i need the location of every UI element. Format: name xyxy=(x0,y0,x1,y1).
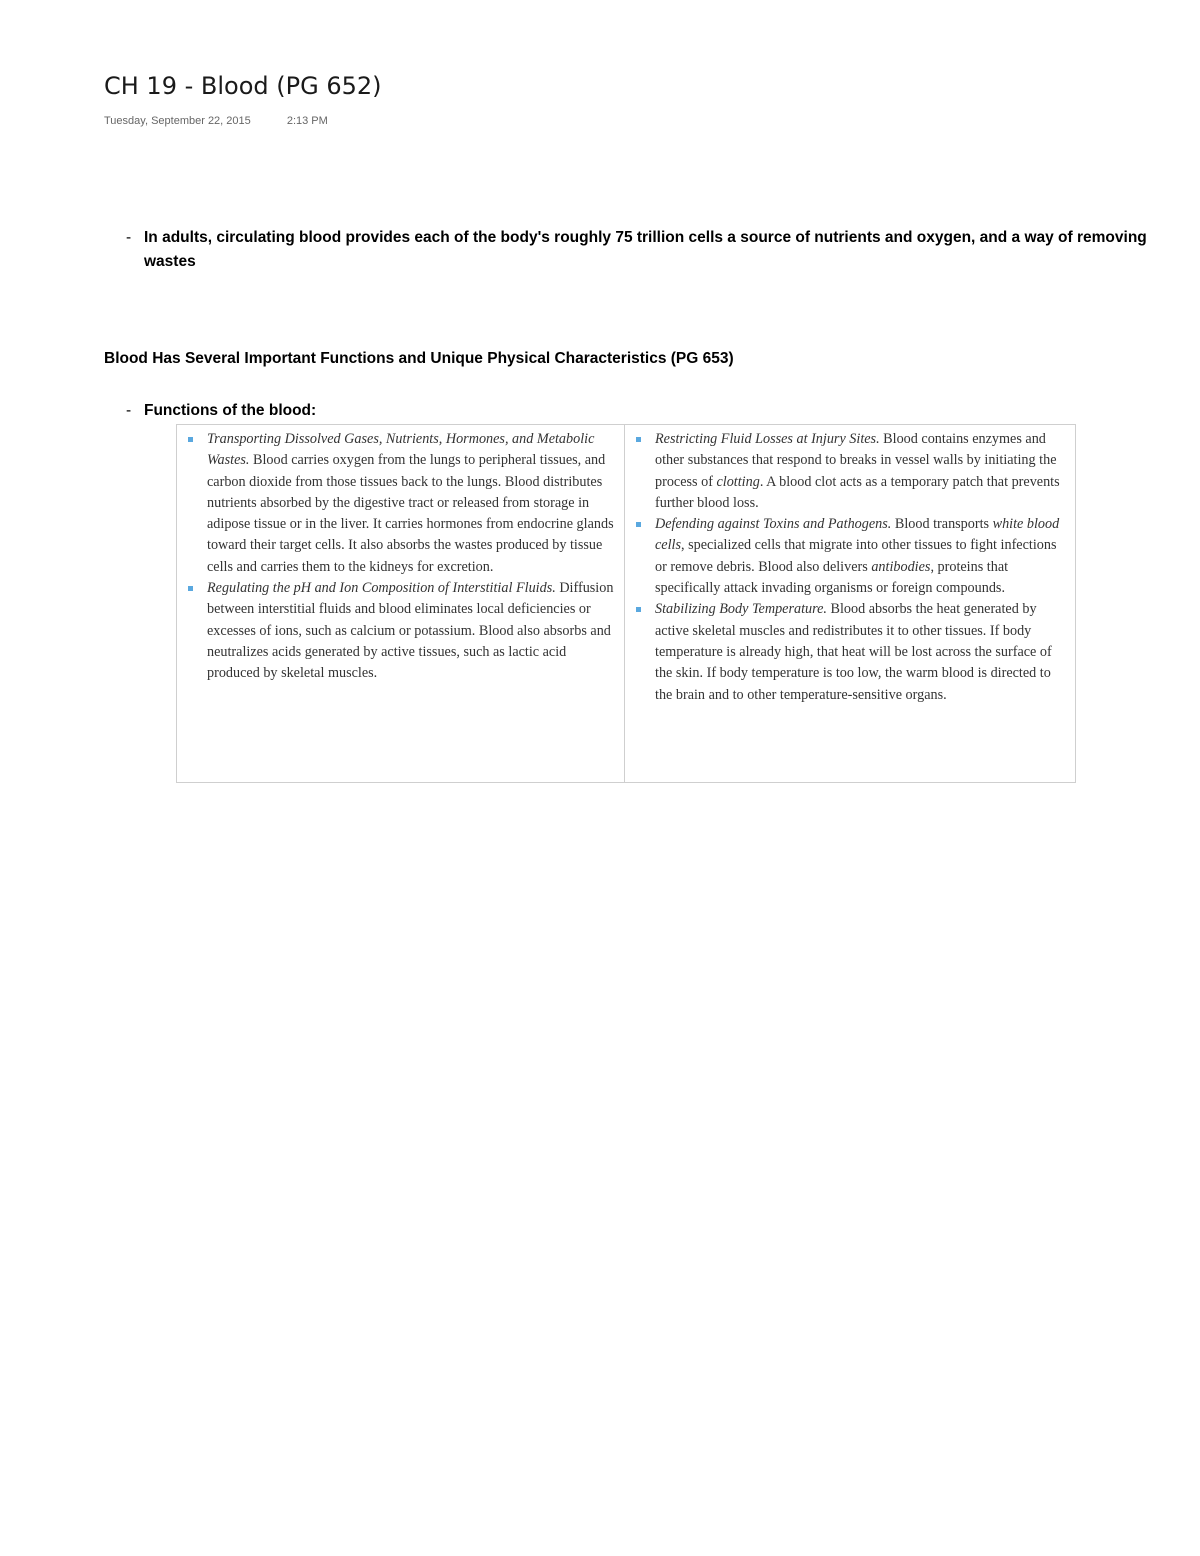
bullet-dash: - xyxy=(126,402,132,419)
page-timestamp xyxy=(104,115,328,127)
function-title: Defending against Toxins and Pathogens. xyxy=(655,516,892,533)
figure-right-column xyxy=(625,425,1075,782)
function-term: clotting xyxy=(716,473,760,490)
blood-functions-figure xyxy=(176,424,1076,783)
function-item-regulating xyxy=(185,578,620,684)
function-body: . A blood clot acts as a temporary patch that prevents further blood loss. xyxy=(655,473,1060,511)
function-body: Blood transports xyxy=(891,516,993,533)
function-item-restricting xyxy=(633,429,1071,514)
function-item-defending xyxy=(633,514,1071,599)
function-title: Restricting Fluid Losses at Injury Sites. xyxy=(655,431,880,447)
figure-left-column xyxy=(177,425,625,782)
function-body: , specialized cells that migrate into other tissues to fight infections or remove debris. Blood also delivers xyxy=(655,537,1057,575)
function-body: Diffusion between interstitial fluids and blood eliminates local deficiencies or excesses of ions, such as calcium or potassium. Blood also absorbs and neutralizes acids generated by active tissues, such as lactic acid produced by skeletal muscles. xyxy=(207,580,614,682)
function-title: Regulating the pH and Ion Composition of Interstitial Fluids. xyxy=(207,580,556,597)
square-bullet-icon xyxy=(636,607,641,612)
page-title: CH 19 - Blood (PG 652) xyxy=(104,72,382,100)
square-bullet-icon xyxy=(188,586,193,591)
function-body: Blood carries oxygen from the lungs to peripheral tissues, and carbon dioxide from those tissues back to the lungs. Blood distributes nutrients absorbed by the digestive tract or released from storage in adipose tissue or in the liver. It carries hormones from endocrine glands toward their target cells. It also absorbs the wastes produced by tissue cells and carries them to the kidneys for excretion. xyxy=(207,452,614,575)
section-heading: Blood Has Several Important Functions and Unique Physical Characteristics (PG 653) xyxy=(104,350,734,367)
bullet-dash: - xyxy=(126,229,132,246)
function-item-transport xyxy=(185,429,620,578)
function-term: white blood cells xyxy=(655,516,1060,554)
functions-bullet-text: Functions of the blood: xyxy=(144,402,317,419)
function-body: Blood contains enzymes and other substances that respond to breaks in vessel walls by initiating the process of xyxy=(655,431,1057,490)
page-time: 2:13 PM xyxy=(286,115,328,127)
page-date: Tuesday, September 22, 2015 xyxy=(104,115,251,127)
square-bullet-icon xyxy=(636,522,641,527)
function-title: Stabilizing Body Temperature. xyxy=(655,601,827,618)
square-bullet-icon xyxy=(188,437,193,442)
function-body: Blood absorbs the heat generated by active skeletal muscles and redistributes it to other tissues. If body temperature is already high, that heat will be lost across the surface of the skin. If body temperature is too low, the warm blood is directed to the brain and to other temperature-sensitive organs. xyxy=(655,601,1052,703)
intro-bullet-text: In adults, circulating blood provides each of the body's roughly 75 trillion cells a source of nutrients and oxygen, and a way of removing wastes xyxy=(144,229,1147,270)
functions-bullet xyxy=(126,399,526,423)
function-title: Transporting Dissolved Gases, Nutrients, Hormones, and Metabolic Wastes. xyxy=(207,431,595,469)
intro-bullet xyxy=(126,226,1186,274)
function-item-stabilizing xyxy=(633,599,1071,705)
function-body: , proteins that specifically attack invading organisms or foreign compounds. xyxy=(655,558,1009,597)
function-term: antibodies xyxy=(871,558,931,575)
square-bullet-icon xyxy=(636,437,641,442)
